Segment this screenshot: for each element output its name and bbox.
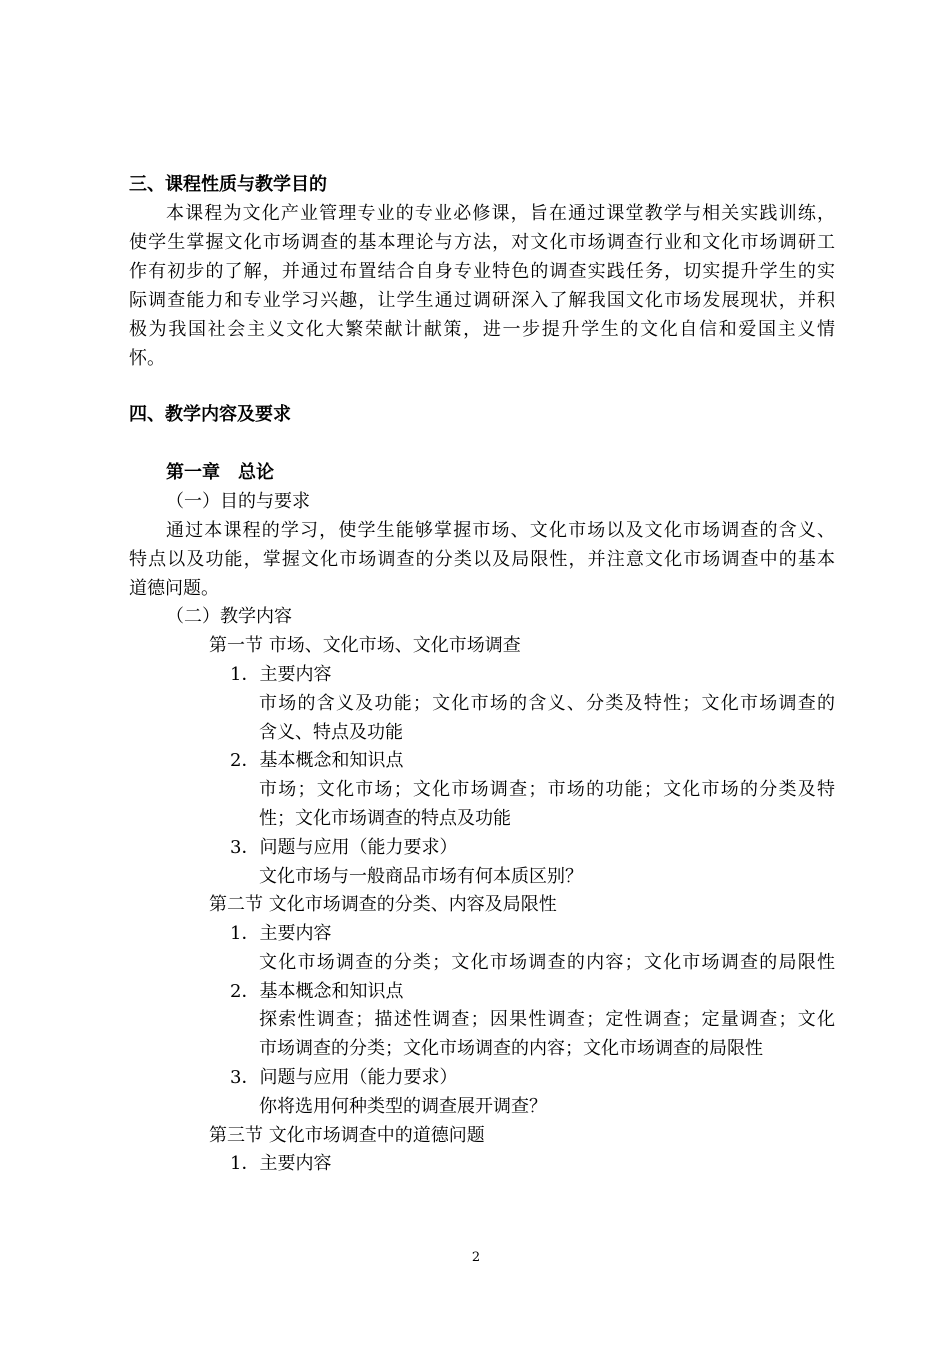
- section-3-paragraph-line-2: 使学生掌握文化市场调查的基本理论与方法，对文化市场调查行业和文化市场调研工: [129, 232, 835, 253]
- goal-heading: （一）目的与要求: [166, 491, 310, 512]
- section-2-item-2: 2．基本概念和知识点: [230, 981, 404, 1002]
- section-3-paragraph-line-5: 极为我国社会主义文化大繁荣献计献策，进一步提升学生的文化自信和爱国主义情: [129, 319, 835, 340]
- page-number: 2: [471, 1250, 481, 1265]
- section-3-paragraph-line-1: 本课程为文化产业管理专业的专业必修课，旨在通过课堂教学与相关实践训练，: [166, 203, 835, 224]
- section-3-paragraph-line-4: 际调查能力和专业学习兴趣，让学生通过调研深入了解我国文化市场发展现状，并积: [129, 290, 835, 311]
- section-1-item-1: 1．主要内容: [230, 664, 332, 685]
- section-1-item-1-line-1: 市场的含义及功能；文化市场的含义、分类及特性；文化市场调查的: [259, 693, 835, 714]
- section-2-item-3: 3．问题与应用（能力要求）: [230, 1067, 458, 1088]
- content-heading: （二）教学内容: [166, 606, 292, 627]
- section-2-title: 第二节 文化市场调查的分类、内容及局限性: [209, 894, 557, 915]
- chapter-title: 第一章 总论: [166, 462, 274, 483]
- section-1-item-2-line-2: 性；文化市场调查的特点及功能: [259, 808, 511, 829]
- section-3-paragraph-line-3: 作有初步的了解，并通过布置结合自身专业特色的调查实践任务，切实提升学生的实: [129, 261, 835, 282]
- section-3-paragraph-line-6: 怀。: [129, 348, 165, 369]
- goal-line-3: 道德问题。: [129, 578, 219, 599]
- section-1-item-1-line-2: 含义、特点及功能: [259, 722, 403, 743]
- goal-line-2: 特点以及功能，掌握文化市场调查的分类以及局限性，并注意文化市场调查中的基本: [129, 549, 835, 570]
- section-2-item-2-line-1: 探索性调查；描述性调查；因果性调查；定性调查；定量调查；文化: [259, 1009, 835, 1030]
- section-4-heading: 四、教学内容及要求: [129, 404, 291, 425]
- goal-line-1: 通过本课程的学习，使学生能够掌握市场、文化市场以及文化市场调查的含义、: [166, 520, 835, 541]
- section-1-item-2-line-1: 市场；文化市场；文化市场调查；市场的功能；文化市场的分类及特: [259, 779, 835, 800]
- section-2-item-1-line-1: 文化市场调查的分类；文化市场调查的内容；文化市场调查的局限性: [259, 952, 835, 973]
- section-1-item-2: 2．基本概念和知识点: [230, 750, 404, 771]
- section-3-title: 第三节 文化市场调查中的道德问题: [209, 1125, 485, 1146]
- section-3-heading: 三、课程性质与教学目的: [129, 174, 327, 195]
- section-2-item-2-line-2: 市场调查的分类；文化市场调查的内容；文化市场调查的局限性: [259, 1038, 763, 1059]
- section-2-item-3-line-1: 你将选用何种类型的调查展开调查？: [259, 1096, 547, 1117]
- section-1-item-3-line-1: 文化市场与一般商品市场有何本质区别？: [259, 866, 583, 887]
- section-1-item-3: 3．问题与应用（能力要求）: [230, 837, 458, 858]
- section-2-item-1: 1．主要内容: [230, 923, 332, 944]
- section-1-title: 第一节 市场、文化市场、文化市场调查: [209, 635, 521, 656]
- section-3-item-1: 1．主要内容: [230, 1153, 332, 1174]
